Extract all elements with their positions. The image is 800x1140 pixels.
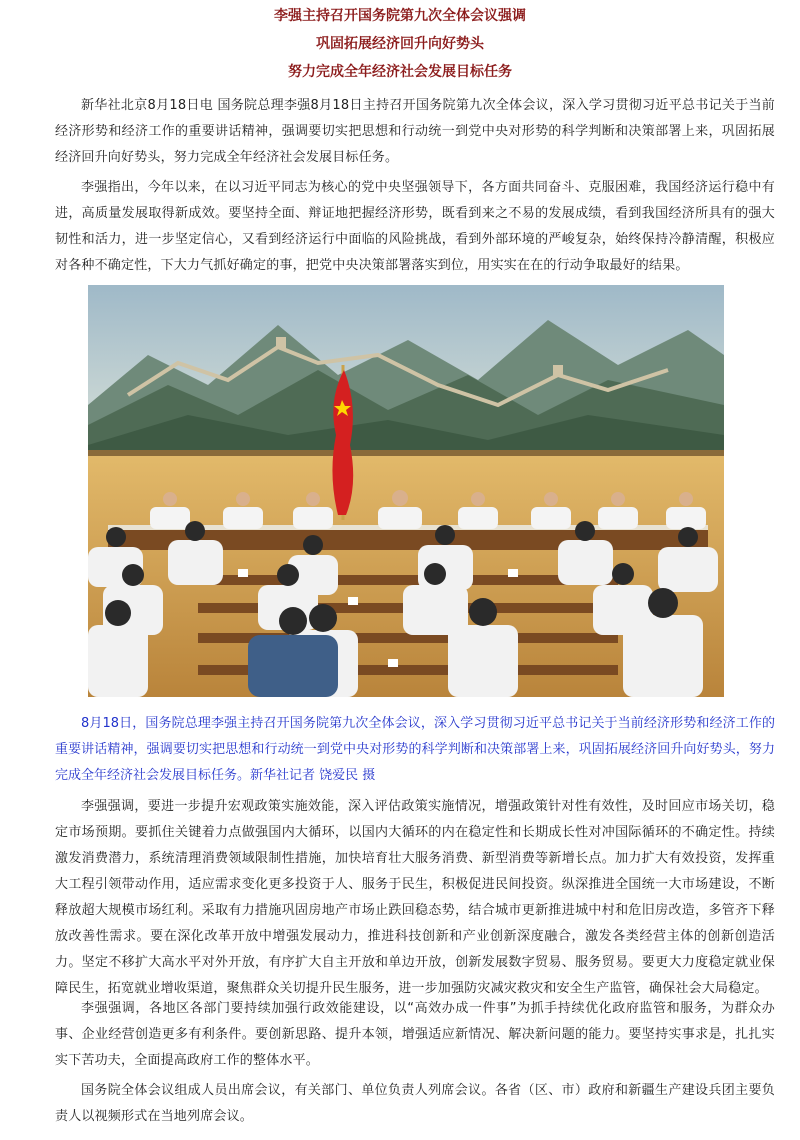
paragraph-2: 李强指出，今年以来，在以习近平同志为核心的党中央坚强领导下，各方面共同奋斗、克服困难，我国经济运行稳中有进，高质量发展取得新成效。要坚持全面、辩证地把握经济形势，既看到来之不易的发展成绩，看到我国经济所具有的强大韧性和活力，进一步坚定信心，又看到经济运行中面临的风险挑战，看到外部环境的严峻复杂，始终保持冷静清醒，积极应对各种不确定性，下大力气抓好确定的事，把党中央决策部署落实到位，用实实在在的行动争取最好的结果。 xyxy=(55,180,775,273)
headline-line-3: 努力完成全年经济社会发展目标任务 xyxy=(288,64,512,80)
paragraph-4: 李强强调，各地区各部门要持续加强行政效能建设，以“高效办成一件事”为抓手持续优化政府监管和服务，为群众办事、企业经营创造更多有利条件。要创新思路、提升本领，增强适应新情况、解决新问题的能力。要坚持实事求是，扎扎实实下苦功夫，全面提高政府工作的整体水平。 xyxy=(55,1001,775,1068)
headline-line-1: 李强主持召开国务院第九次全体会议强调 xyxy=(274,8,526,24)
article-header xyxy=(0,5,800,84)
headline-line-2: 巩固拓展经济回升向好势头 xyxy=(316,36,484,52)
photo-caption: 8月18日，国务院总理李强主持召开国务院第九次全体会议，深入学习贯彻习近平总书记关于当前经济形势和经济工作的重要讲话精神，强调要切实把思想和行动统一到党中央对形势的科学判断和决策部署上来，巩固拓展经济回升向好势头，努力完成全年经济社会发展目标任务。新华社记者 饶爱民 摄 xyxy=(55,716,775,783)
meeting-photo xyxy=(88,285,724,697)
paragraph-lead: 新华社北京8月18日电 国务院总理李强8月18日主持召开国务院第九次全体会议，深入学习贯彻习近平总书记关于当前经济形势和经济工作的重要讲话精神，强调要切实把思想和行动统一到党中央对形势的科学判断和决策部署上来，巩固拓展经济回升向好势头，努力完成全年经济社会发展目标任务。 xyxy=(55,98,775,165)
paragraph-5: 国务院全体会议组成人员出席会议，有关部门、单位负责人列席会议。各省（区、市）政府和新疆生产建设兵团主要负责人以视频形式在当地列席会议。 xyxy=(55,1083,775,1124)
paragraph-3: 李强强调，要进一步提升宏观政策实施效能，深入评估政策实施情况，增强政策针对性有效性，及时回应市场关切，稳定市场预期。要抓住关键着力点做强国内大循环，以国内大循环的内在稳定性和长期成长性对冲国际循环的不确定性。持续激发消费潜力，系统清理消费领域限制性措施，加快培育壮大服务消费、新型消费等新增长点。加力扩大有效投资，发挥重大工程引领带动作用，适应需求变化更多投资于人、服务于民生，积极促进民间投资。纵深推进全国统一大市场建设，不断释放超大规模市场红利。采取有力措施巩固房地产市场止跌回稳态势，结合城市更新推进城中村和危旧房改造，多管齐下释放改善性需求。要在深化改革开放中增强发展动力，推进科技创新和产业创新深度融合，激发各类经营主体的创新创造活力。坚定不移扩大高水平对外开放，有序扩大自主开放和单边开放，创新发展数字贸易、服务贸易。要更大力度稳定就业保障民生，拓宽就业增收渠道，聚焦群众关切提升民生服务，进一步加强防灾减灾救灾和安全生产监管，确保社会大局稳定。 xyxy=(55,799,775,996)
